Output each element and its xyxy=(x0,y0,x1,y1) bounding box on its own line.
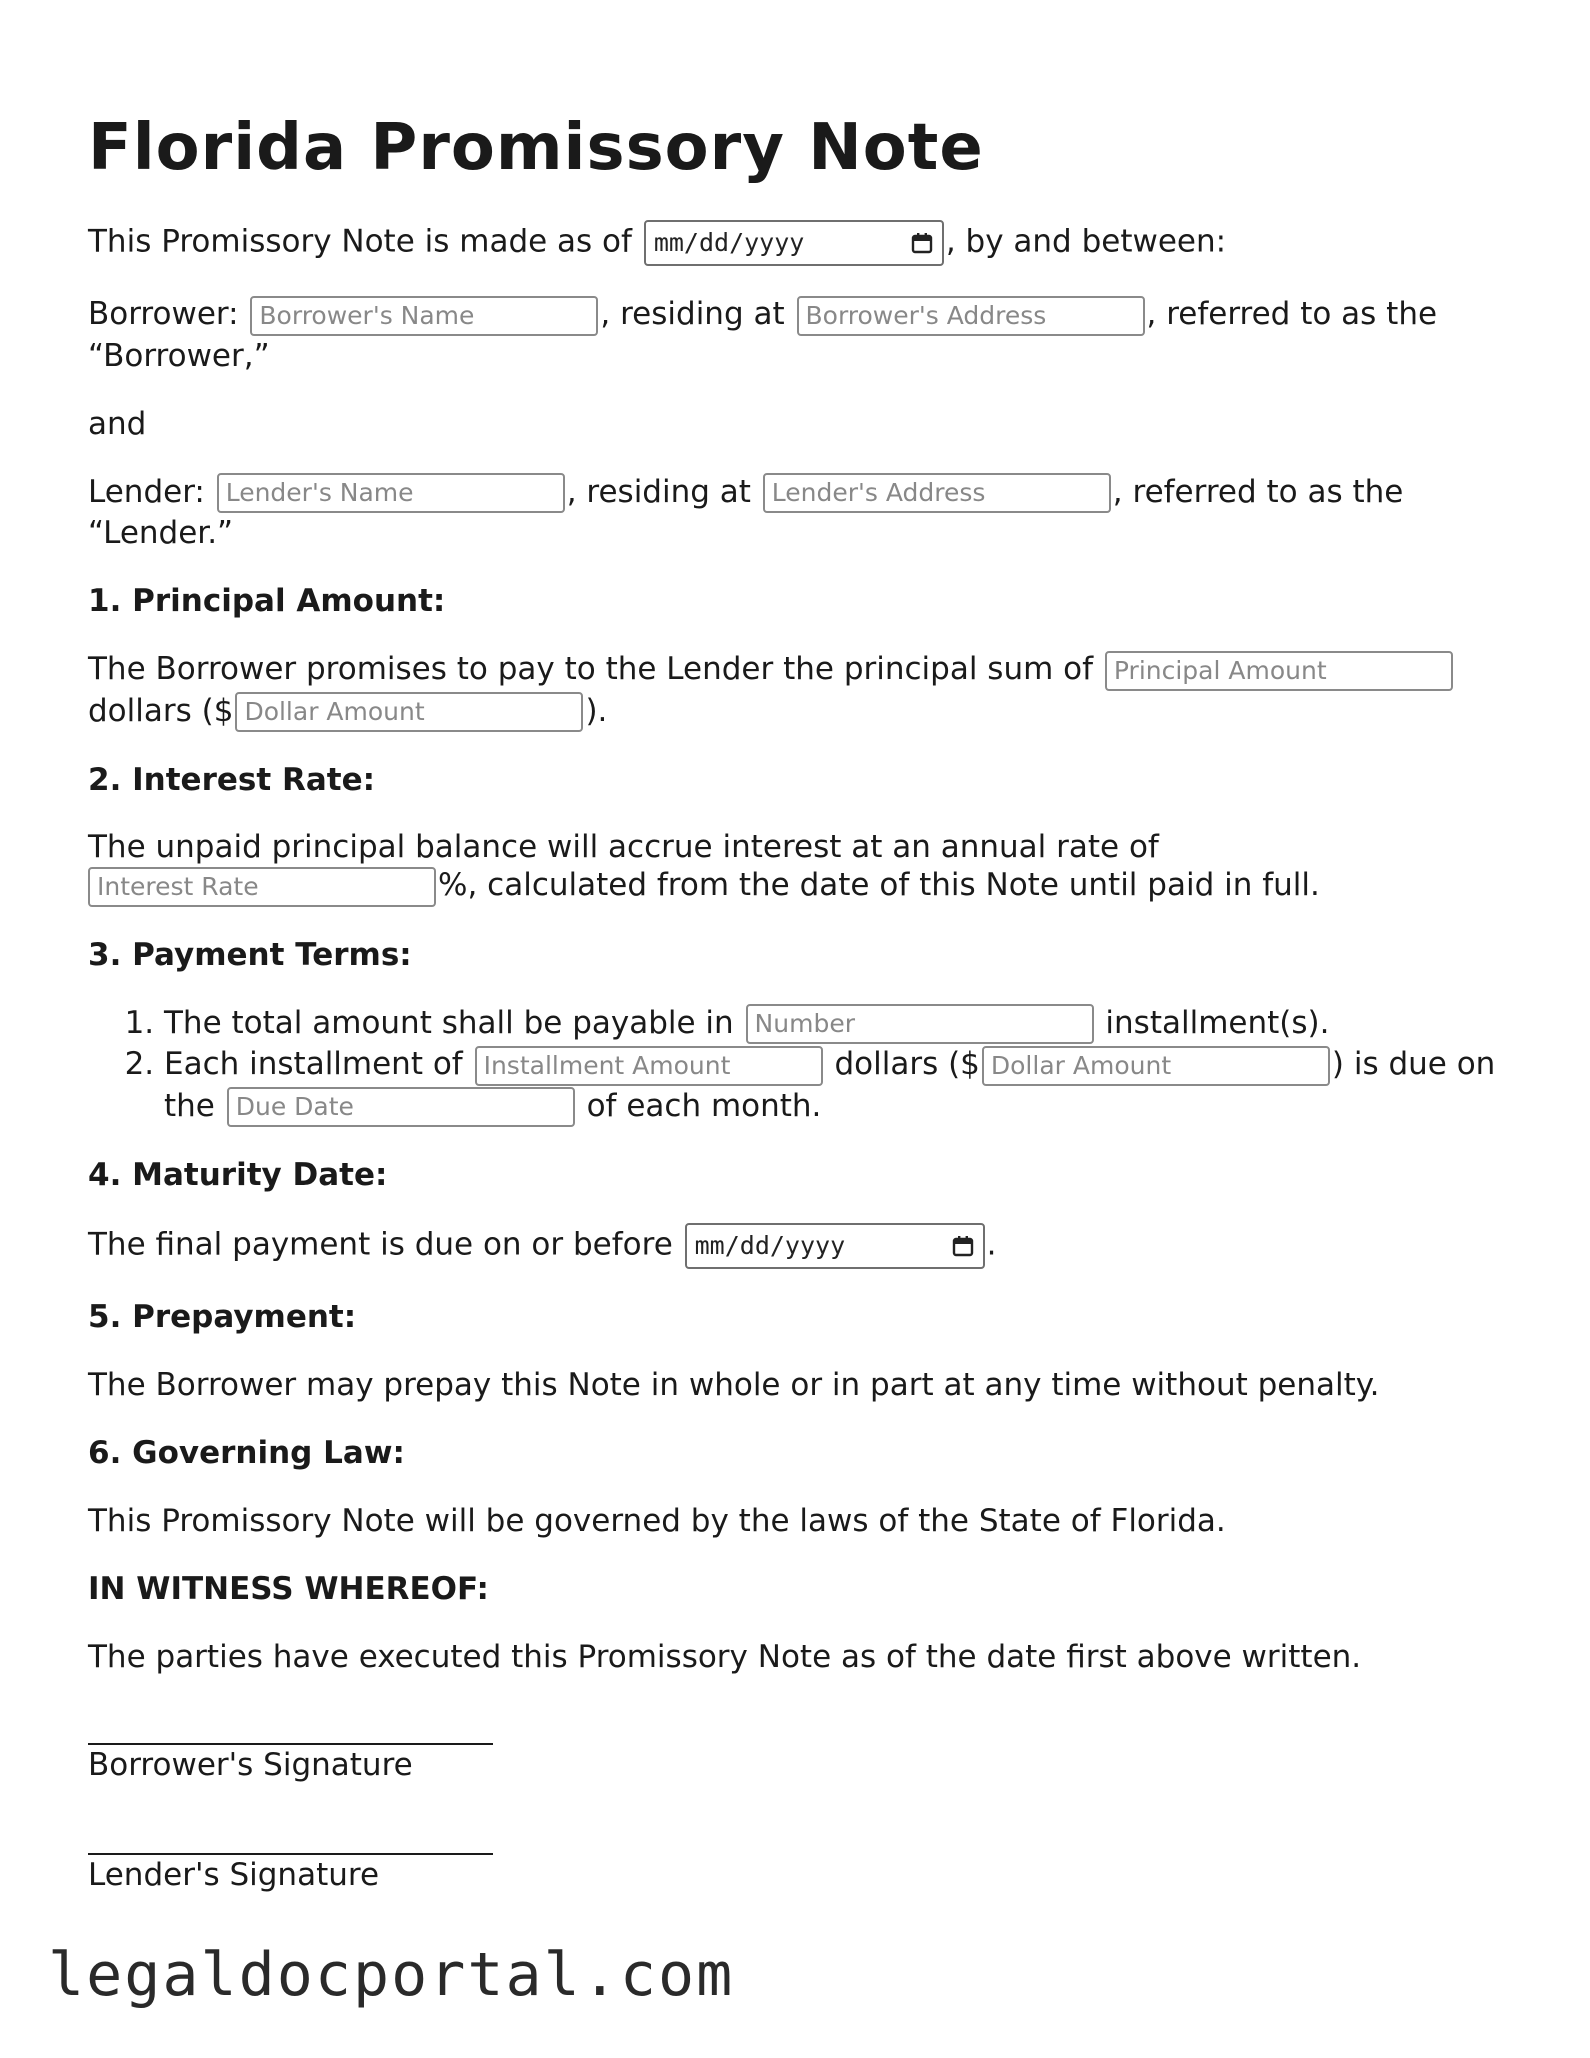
installment-amount-field[interactable]: Installment Amount xyxy=(475,1046,823,1086)
interest-heading: 2. Interest Rate: xyxy=(88,762,375,798)
maturity-text: The final payment is due on or before xyxy=(88,1226,673,1263)
principal-dollars-text: dollars ($ xyxy=(88,692,234,729)
lender-paragraph xyxy=(88,472,1508,554)
installments-text: The total amount shall be payable in xyxy=(164,1004,734,1041)
note-date-input[interactable] xyxy=(644,220,944,266)
borrower-paragraph xyxy=(88,294,1508,376)
due-date-field[interactable]: Due Date xyxy=(227,1087,575,1127)
intro-paragraph xyxy=(88,220,1508,266)
payment-terms-list xyxy=(88,1003,1508,1128)
lender-address-field[interactable]: Lender's Address xyxy=(763,473,1111,513)
installment-due-text: ) is due on the xyxy=(164,1046,1496,1124)
interest-text: The unpaid principal balance will accrue interest at an annual rate of xyxy=(88,829,1159,865)
promissory-note-document xyxy=(88,108,1508,1937)
law-heading: 6. Governing Law: xyxy=(88,1435,405,1471)
and-text: and xyxy=(88,405,147,442)
prepayment-heading: 5. Prepayment: xyxy=(88,1299,357,1335)
calendar-icon[interactable] xyxy=(951,1234,975,1258)
intro-text: This Promissory Note is made as of xyxy=(88,223,632,260)
list-item xyxy=(164,1003,1508,1045)
maturity-heading: 4. Maturity Date: xyxy=(88,1157,388,1193)
principal-close-text: ). xyxy=(585,692,608,729)
prepayment-text: The Borrower may prepay this Note in whole or in part at any time without penalty. xyxy=(88,1367,1380,1403)
installment-dollars-text: dollars ($ xyxy=(834,1046,980,1082)
note-date-placeholder: mm/dd/yyyy xyxy=(653,228,805,257)
principal-paragraph xyxy=(88,649,1508,732)
borrower-signature-line[interactable] xyxy=(88,1717,493,1745)
intro-after-text: , by and between: xyxy=(945,223,1227,260)
lender-suffix-text: , referred to as the “Lender.” xyxy=(88,473,1404,551)
maturity-paragraph xyxy=(88,1223,1508,1269)
principal-amount-field[interactable]: Principal Amount xyxy=(1105,651,1453,691)
installments-after-text: installment(s). xyxy=(1105,1004,1330,1041)
principal-dollar-field[interactable]: Dollar Amount xyxy=(235,692,583,732)
lender-signature-line[interactable] xyxy=(88,1827,493,1855)
maturity-date-placeholder: mm/dd/yyyy xyxy=(694,1231,846,1260)
site-watermark: legaldocportal.com xyxy=(48,1940,735,2010)
principal-text: The Borrower promises to pay to the Lender the principal sum of xyxy=(88,651,1094,687)
borrower-suffix-text: , referred to as the “Borrower,” xyxy=(88,296,1438,374)
installment-text: Each installment of xyxy=(164,1046,463,1082)
list-item xyxy=(164,1044,1508,1127)
installment-dollar-field[interactable]: Dollar Amount xyxy=(982,1046,1330,1086)
maturity-date-input[interactable] xyxy=(685,1223,985,1269)
witness-text: The parties have executed this Promissory Note as of the date first above written. xyxy=(88,1639,1362,1675)
borrower-signature-label: Borrower's Signature xyxy=(88,1747,413,1783)
principal-heading: 1. Principal Amount: xyxy=(88,583,446,619)
borrower-address-field[interactable]: Borrower's Address xyxy=(797,296,1145,336)
witness-heading: IN WITNESS WHEREOF: xyxy=(88,1571,489,1607)
interest-rate-field[interactable]: Interest Rate xyxy=(88,867,436,907)
borrower-label: Borrower: xyxy=(88,296,239,332)
lender-residing-text: , residing at xyxy=(566,473,751,510)
calendar-icon[interactable] xyxy=(910,231,934,255)
maturity-after-text: . xyxy=(986,1226,997,1263)
law-text: This Promissory Note will be governed by the laws of the State of Florida. xyxy=(88,1503,1226,1539)
page-title: Florida Promissory Note xyxy=(88,111,984,185)
payment-heading: 3. Payment Terms: xyxy=(88,936,412,973)
installments-number-field[interactable]: Number xyxy=(746,1004,1094,1044)
signature-block xyxy=(88,1717,1508,1895)
lender-label: Lender: xyxy=(88,473,205,510)
borrower-residing-text: , residing at xyxy=(600,296,785,332)
lender-signature-label: Lender's Signature xyxy=(88,1857,380,1893)
lender-name-field[interactable]: Lender's Name xyxy=(217,473,565,513)
installment-end-text: of each month. xyxy=(586,1087,822,1124)
borrower-name-field[interactable]: Borrower's Name xyxy=(250,296,598,336)
interest-paragraph xyxy=(88,828,1508,907)
interest-after-text: %, calculated from the date of this Note until paid in full. xyxy=(438,867,1320,903)
